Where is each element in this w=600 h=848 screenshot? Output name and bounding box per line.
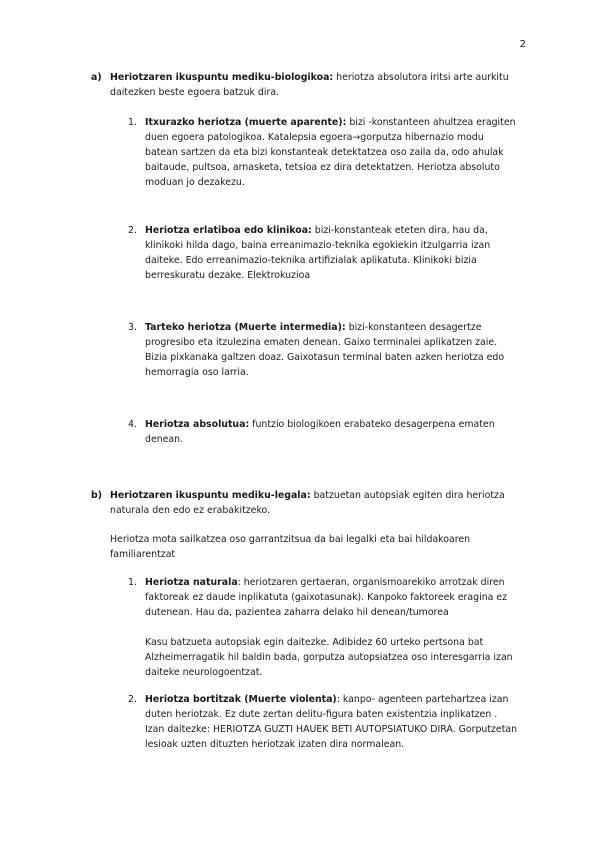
section-a-marker: a) — [91, 72, 102, 83]
page-number: 2 — [519, 39, 526, 50]
list-item-number: 1. — [128, 577, 137, 588]
list-item-title: Tarteko heriotza (Muerte intermedia): — [145, 322, 346, 333]
list-item-body — [145, 223, 519, 283]
list-item-number: 1. — [128, 117, 137, 128]
list-item-paragraph — [145, 575, 519, 620]
list-item-title: Itxurazko heriotza (muerte aparente): — [145, 117, 347, 128]
section-a-title: Heriotzaren ikuspuntu mediku-biologikoa: — [110, 72, 334, 83]
list-item-text: : heriotzaren gertaeran, organismoarekiko arrotzak diren faktoreak ez daude inplikatuta (gaixotasunak). Kanpoko faktoreek eragina ez dutenean. Hau da, pazientea zaharra delako hil denean/tumorea — [145, 577, 508, 618]
list-item-title: Heriotza erlatiboa edo klinikoa: — [145, 225, 312, 236]
section-b-title: Heriotzaren ikuspuntu mediku-legala: — [110, 490, 311, 501]
list-item-text: : kanpo- agenteen partehartzea izan duten heriotzak. Ez dute zertan delitu-figura baten existentzia inplikatzen . Izan daitezke: HERIOTZA GUZTI HAUEK BETI AUTOPSIATUKO DIRA. Gorputzetan lesioak uzten dituzten heriotzak izaten dira normalean. — [145, 694, 518, 750]
list-item-text: bizi-konstanteen desagertze progresibo eta itzulezina ematen denean. Gaixo terminalei aplikatzen zaie. Bizia pixkanaka galtzen doaz. Gaixotasun terminal baten azken heriotza edo hemorragia oso larria. — [145, 322, 505, 378]
list-item-body — [145, 320, 519, 380]
list-item-body — [145, 115, 519, 190]
list-item-text: bizi -konstanteen ahultzea eragiten duen egoera patologikoa. Katalepsia egoera→gorputza hibernazio modu batean sartzen da eta bizi konstanteak detektatzea oso zaila da, odo ahulak baitaude, pultsoa, arnasketa, tetsioa ez dira detektatzen. Heriotza absoluto moduan jo dezakezu. — [145, 117, 516, 188]
section-b-intro: Heriotza mota sailkatzea oso garrantzitsua da bai legalki eta bai hildakoaren familiarentzat — [110, 534, 471, 560]
list-item-extra: Kasu batzueta autopsiak egin daitezke. Adibidez 60 urteko pertsona bat Alzheimerragatik hil baldin bada, gorputza autopsiatzea oso interesgarria izan daiteke neurologoentzat. — [145, 637, 513, 678]
list-item-body — [145, 692, 519, 752]
section-b-marker: b) — [91, 490, 102, 501]
list-item-body — [145, 575, 519, 680]
list-item-number: 3. — [128, 322, 137, 333]
list-item-number: 4. — [128, 419, 137, 430]
section-a-body — [110, 70, 522, 100]
list-item-title: Heriotza naturala — [145, 577, 238, 588]
section-a-text: heriotza absolutora iritsi arte aurkitu daitezken beste egoera batzuk dira. — [110, 72, 509, 98]
list-item-text: funtzio biologikoen erabateko desagerpena ematen denean. — [145, 419, 495, 445]
list-item-title: Heriotza bortitzak (Muerte violenta) — [145, 694, 337, 705]
list-item-body — [145, 417, 519, 447]
list-item-text: bizi-konstanteak eteten dira, hau da, klinikoki hilda dago, baina erreanimazio-teknika egokiekin itzulgarria izan daiteke. Edo erreanimazio-teknika artifizialak aplikatuta. Klinikoki bizia berreskuratu dezake. Elektrokuzioa — [145, 225, 491, 281]
section-b-text: batzuetan autopsiak egiten dira heriotza naturala den edo ez erabakitzeko. — [110, 490, 505, 516]
list-item-number: 2. — [128, 225, 137, 236]
section-b-body — [110, 488, 522, 518]
list-item-title: Heriotza absolutua: — [145, 419, 250, 430]
list-item-number: 2. — [128, 694, 137, 705]
